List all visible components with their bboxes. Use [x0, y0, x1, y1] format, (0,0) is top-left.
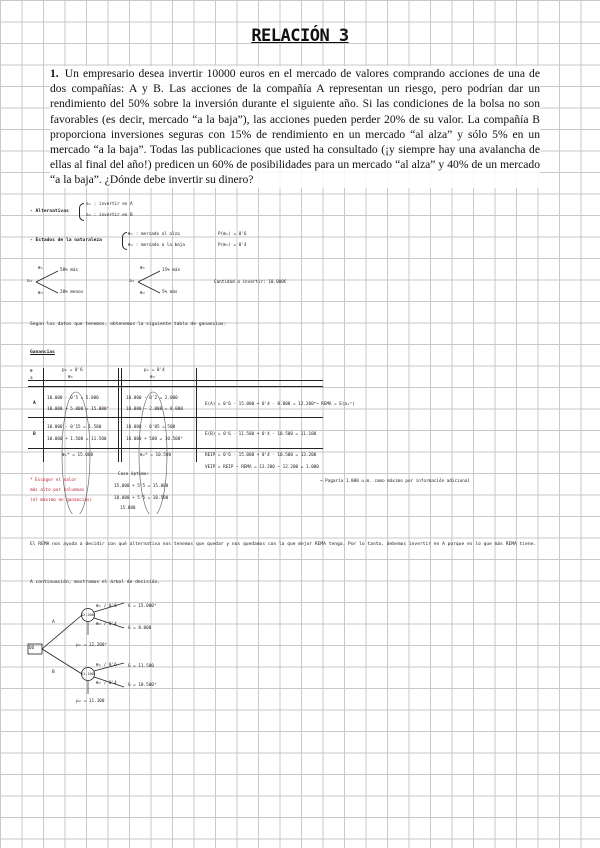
tree-branch-b: B [52, 670, 55, 675]
problem-text: Un empresario desea invertir 10000 euros en el mercado de valores comprando acciones de una de dos compañías: A y B. Las acciones de la compañía A representan un riesgo, pero podrían dar un rendimiento del 50% sobre la inversión durante el siguiente año. Si las condiciones de la bolsa no son favorables (es decir, mercado “a la baja”), las acciones pueden perder 20% de su valor. La compañía B proporciona inversiones seguras con 15% de rendimiento en un mercado “al alza” y sólo 5% en un mercado “a la baja”. Todas las publicaciones que usted ha consultado (¡y siempre hay una avalancha de ellas al final del año!) predicen un 60% de posibilidades para un mercado “al alza” y 40% de un mercado “a la baja”. ¿Dónde debe invertir su dinero? [50, 67, 540, 187]
tree-branch-a: A [52, 620, 55, 625]
tree-a-up: 50% más [60, 268, 79, 273]
row-a-rema-arrow: → REMA = E(a₁ⁿ) [316, 402, 355, 407]
conclusion-text: El REMA nos ayuda a decidir con qué alternativa nos tenemos que quedar y nos quedamos con la que mejor REMA tenga. Por lo tanto, debemos invertir en A porque es lo que más REMA tiene. [30, 542, 537, 547]
tree-node-b: 11.100 [81, 672, 94, 676]
tree-a-up-value: G = 15.000* [128, 604, 157, 609]
row-b-col1-line1: 10.000 · 0'15 = 1.500 [47, 425, 102, 430]
tree-a-theta1: θ₁ [38, 266, 44, 271]
tree-a-down: 20% menos [60, 290, 84, 295]
side-note-3: (el máximo en ganancias) [30, 498, 93, 503]
side-note-1: * Escoger el valor [30, 478, 77, 483]
estados-label: - Estados de la naturaleza [30, 238, 102, 243]
decision-tree [20, 595, 220, 715]
tree-a-root: a₁ [27, 279, 33, 284]
estado-1: θ₁ : mercado al alza [128, 232, 180, 237]
tree-b-theta1: θ₁ [140, 266, 146, 271]
table-header-line [28, 380, 323, 381]
bubble-line-3: 10.000 + 5'5 = 10.500 [114, 496, 169, 501]
tree-b-up: 15% más [162, 268, 181, 273]
ganancias-label: Ganancias [30, 350, 55, 355]
row-a-col1-line1: 10.000 · 0'5 = 5.000 [47, 396, 99, 401]
tree-root: DD [29, 646, 35, 651]
alternativa-2: a₂ : invertir en B [86, 213, 133, 218]
reip-formula: REIP = 0'6 · 15.000 + 0'4 · 10.500 = 13.200 [205, 453, 317, 458]
tree-b-down-prob: θ₂ / 0'4 [96, 681, 117, 686]
tree-intro: A continuación, mostramos el árbol de decisión. [30, 580, 160, 585]
row-b-col1-line2: 10.000 + 1.500 = 11.500 [47, 437, 107, 442]
alternativa-1: a₁ : invertir en A [86, 202, 133, 207]
tree-b-expected: μ₂ = 11.100 [76, 699, 105, 704]
row-b-expected: E(B) = 0'6 · 11.500 + 0'4 · 10.500 = 11.100 [205, 432, 317, 437]
row-b-col2-line2: 10.000 + 500 = 10.500* [126, 437, 183, 442]
alternativas-brace [79, 203, 84, 221]
estado-2: θ₂ : mercado a la baja [128, 243, 185, 248]
bubble-line-1: Caso óptimo: [118, 472, 150, 477]
problem-statement [50, 66, 540, 188]
tree-a-down-prob: θ₂ / 0'4 [96, 622, 117, 627]
tree-b-root: a₂ [129, 279, 135, 284]
max-col1: θ₁* = 15.000 [62, 453, 94, 458]
table-corner-theta: θ [30, 369, 33, 374]
side-note-2: más alto por columnas [30, 488, 85, 493]
table-corner-a: a [30, 376, 33, 381]
estados-brace [122, 232, 127, 250]
row-b-label: B [33, 432, 36, 437]
tree-a-theta2: θ₂ [38, 291, 44, 296]
tree-b-up-prob: θ₁ / 0'6 [96, 663, 117, 668]
row-a-label: A [33, 401, 36, 406]
row-b-col2-line1: 10.000 · 0'05 = 500 [126, 425, 176, 430]
table-annotation-ovals [40, 384, 210, 514]
tree-a-down-value: G = 8.000 [128, 626, 152, 631]
alternativas-label: - Alternativas [30, 209, 69, 214]
table-intro: Según los datos que tenemos, obtenemos la siguiente tabla de ganancias: [30, 322, 227, 327]
col2-label: θ₂ [150, 375, 156, 380]
row-a-col1-line2: 10.000 + 5.000 = 15.000* [47, 407, 110, 412]
col1-label: θ₁ [68, 375, 74, 380]
page-title: RELACIÓN 3 [251, 26, 349, 46]
max-col2: θ₂* = 10.500 [140, 453, 172, 458]
row-a-col2-line2: 10.000 − 2.000 = 8.000 [126, 407, 183, 412]
tree-b-up-value: G = 11.500 [128, 664, 154, 669]
bubble-line-2: 15.000 + 5'5 = 15.000 [114, 484, 169, 489]
tree-node-a: 12.200 [81, 613, 94, 617]
bubble-line-4: 15.000 [120, 506, 136, 511]
probabilidad-2: P(θ₂) = 0'4 [218, 243, 247, 248]
problem-number: 1. [50, 67, 59, 80]
veip-note: → Pagaría 1.000 u.m. como máximo por información adicional [320, 479, 471, 484]
row-a-expected: E(A) = 0'6 · 15.000 + 0'4 · 8.000 = 12.200* [205, 402, 317, 407]
tree-b-down: 5% más [162, 290, 178, 295]
tree-b-down-value: G = 10.500* [128, 683, 157, 688]
probabilidad-1: P(θ₁) = 0'6 [218, 232, 247, 237]
veip-formula: VEIP = REIP − REMA = 13.200 − 12.200 = 1.000 [205, 465, 319, 470]
col2-prob: p₂ = 0'4 [144, 368, 165, 373]
capital-to-invest: Cantidad a invertir: 10.000€ [214, 280, 287, 285]
tree-a-expected: μ₁ = 12.200* [76, 643, 108, 648]
tree-b-theta2: θ₂ [140, 291, 146, 296]
col1-prob: p₁ = 0'6 [62, 368, 83, 373]
row-a-col2-line1: 10.000 · 0'2 = 2.000 [126, 396, 178, 401]
tree-a-up-prob: θ₁ / 0'6 [96, 604, 117, 609]
